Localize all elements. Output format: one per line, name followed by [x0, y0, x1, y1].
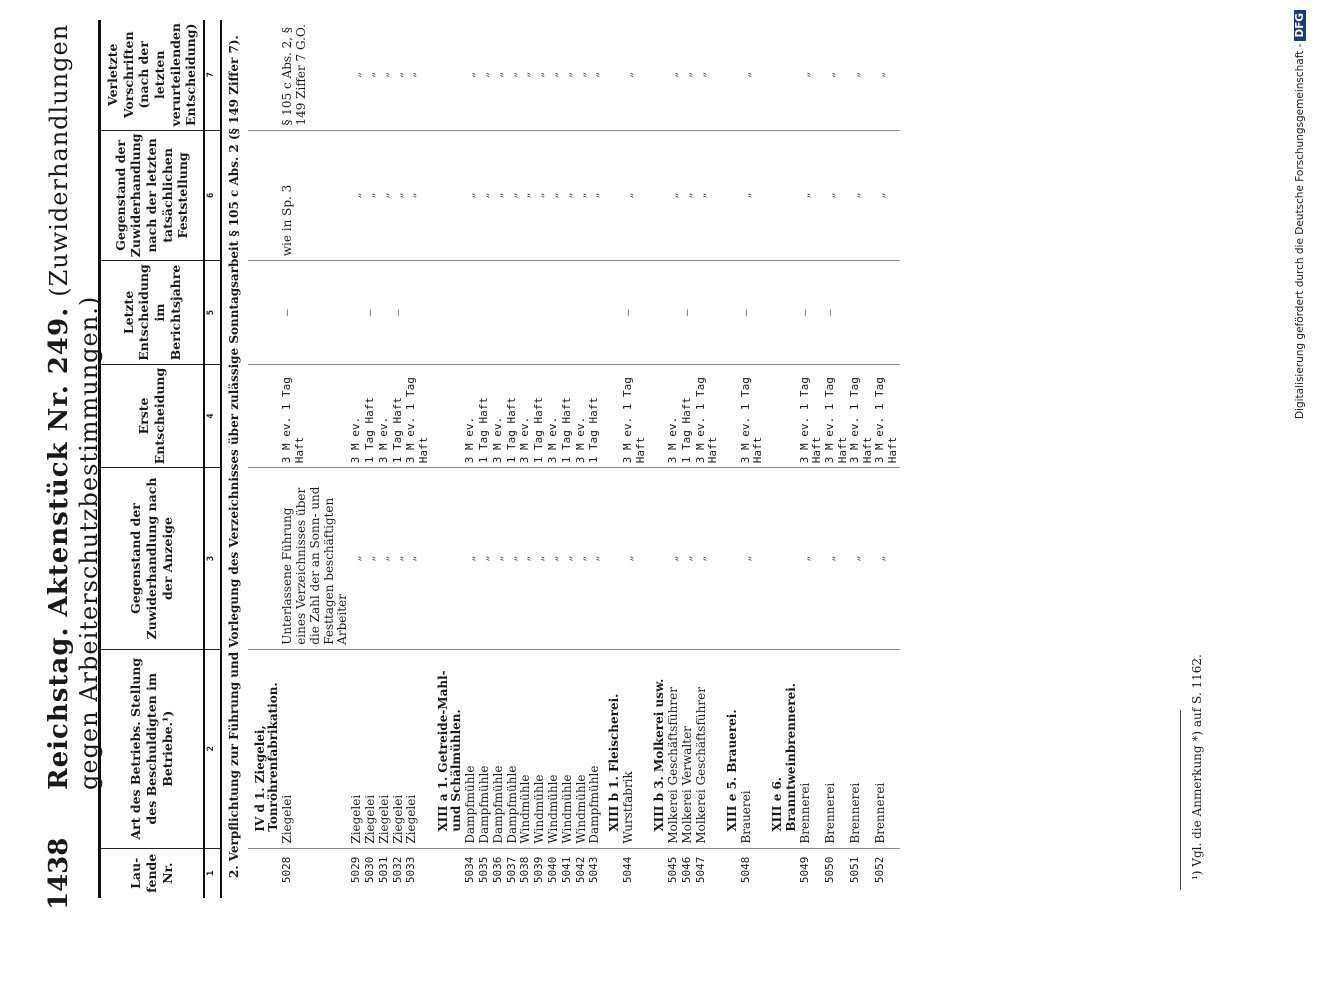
cell-erste: 3 M ev. [350, 364, 364, 467]
cell-gegenstand: „ [478, 468, 492, 650]
col-number: 4 [204, 364, 221, 467]
cell-vorschrift: „ [478, 20, 492, 130]
cell-gegenstand: „ [464, 468, 478, 650]
cell-erste: 1 Tag Haft [478, 364, 492, 467]
cell-vorschrift [647, 20, 667, 130]
page-number: 1438 [44, 837, 74, 910]
cell-letzte [667, 261, 681, 364]
rotated-page [40, 10, 1230, 910]
footnote: ¹) Vgl. die Anmerkung *) auf S. 1162. [1190, 654, 1204, 880]
cell-gegenstand: „ [392, 468, 406, 650]
cell-betrieb: Brennerei [799, 649, 824, 848]
cell-erste: 1 Tag Haft [506, 364, 520, 467]
cell-letzte: — [392, 261, 406, 364]
cell-nr: 5050 [822, 856, 836, 884]
category-row [602, 20, 622, 898]
cell-gegenstand: „ [667, 468, 681, 650]
cell-nr: 5049 [797, 856, 811, 884]
cell-gegenstand2: „ [350, 130, 364, 261]
table-row [478, 20, 492, 898]
cell-letzte [849, 261, 874, 364]
cell-letzte: — [681, 261, 695, 364]
cell-betrieb: Brennerei [874, 649, 899, 848]
cell-gegenstand2: „ [681, 130, 695, 261]
category-row [647, 20, 667, 898]
col-header-vorschrift: Verletzte Vorschriften (nach der letzten verurteilenden Entscheidung) [100, 20, 204, 130]
cell-gegenstand: „ [874, 468, 899, 650]
col-number: 2 [204, 649, 221, 848]
table-row [695, 20, 720, 898]
cell-nr: 5031 [376, 856, 390, 884]
cell-gegenstand: „ [799, 468, 824, 650]
cell-letzte [506, 261, 520, 364]
cell-erste: 3 M ev. [519, 364, 533, 467]
cell-gegenstand: „ [561, 468, 575, 650]
cell-nr: 5038 [518, 856, 532, 884]
table-row [547, 20, 561, 898]
cell-gegenstand2 [720, 130, 740, 261]
cell-vorschrift: „ [350, 20, 364, 130]
cell-letzte [695, 261, 720, 364]
cell-erste: 3 M ev. [464, 364, 478, 467]
cell-nr: 5039 [532, 856, 546, 884]
table-row [405, 20, 430, 898]
cell-letzte [492, 261, 506, 364]
cell-erste: 3 M ev. [575, 364, 589, 467]
cell-erste: 3 M ev. [492, 364, 506, 467]
cell-gegenstand2: „ [506, 130, 520, 261]
cell-gegenstand2: „ [695, 130, 720, 261]
cell-nr [720, 848, 740, 898]
cell-betrieb: Dampfmühle [478, 649, 492, 848]
cell-gegenstand2 [647, 130, 667, 261]
cell-letzte [431, 261, 465, 364]
cell-gegenstand [602, 468, 622, 650]
cell-nr: 5047 [693, 856, 707, 884]
cell-gegenstand2: „ [849, 130, 874, 261]
cell-vorschrift [602, 20, 622, 130]
table-row [575, 20, 589, 898]
cell-gegenstand2 [765, 130, 799, 261]
cell-betrieb: Ziegelei [392, 649, 406, 848]
cell-vorschrift: „ [464, 20, 478, 130]
title-subtitle: (Zuwiderhandlungen gegen Arbeiterschutzbestimmungen.) [45, 23, 103, 790]
cell-erste: 3 M ev. 1 Tag Haft [405, 364, 430, 467]
cell-gegenstand2: „ [519, 130, 533, 261]
cell-nr: 5045 [666, 856, 680, 884]
cell-vorschrift: § 105 c Abs. 2, § 149 Ziffer 7 G.O. [281, 20, 350, 130]
cell-letzte: — [824, 261, 849, 364]
cell-gegenstand: Unterlassene Führung eines Verzeichnisses über die Zahl der an Sonn- und Festtagen beschäftigten Arbeiter [281, 468, 350, 650]
cell-letzte [378, 261, 392, 364]
cell-erste [720, 364, 740, 467]
cell-gegenstand2 [248, 130, 282, 261]
table-row [799, 20, 824, 898]
cell-gegenstand: „ [547, 468, 561, 650]
cell-vorschrift [431, 20, 465, 130]
footnote-divider [1180, 710, 1181, 890]
col-header-letzte: Letzte Entscheidung im Berichtsjahre [100, 261, 204, 364]
category-row [720, 20, 740, 898]
table-row [849, 20, 874, 898]
cell-vorschrift: „ [849, 20, 874, 130]
cell-nr: 5051 [848, 856, 862, 884]
cell-betrieb: Brauerei [740, 649, 765, 848]
cell-erste [647, 364, 667, 467]
cell-gegenstand2: „ [405, 130, 430, 261]
cell-letzte: — [281, 261, 350, 364]
cell-erste: 3 M ev. 1 Tag Haft [695, 364, 720, 467]
cell-betrieb: Molkerei Geschäftsführer [695, 649, 720, 848]
col-number: 3 [204, 468, 221, 650]
cell-betrieb: Wurstfabrik [622, 649, 647, 848]
col-number: 5 [204, 261, 221, 364]
cell-betrieb: XIII b 1. Fleischerei. [602, 649, 622, 848]
table-row [378, 20, 392, 898]
cell-vorschrift: „ [824, 20, 849, 130]
col-header-nr: Lau-fende Nr. [100, 848, 204, 898]
cell-gegenstand [248, 468, 282, 650]
cell-vorschrift: „ [695, 20, 720, 130]
cell-letzte [405, 261, 430, 364]
cell-gegenstand [765, 468, 799, 650]
cell-nr: 5028 [280, 856, 294, 884]
credit-text: Digitalisierung gefördert durch die Deutsche Forschungsgemeinschaft - [1294, 43, 1306, 420]
cell-gegenstand2 [602, 130, 622, 261]
col-number: 6 [204, 130, 221, 261]
cell-vorschrift: „ [506, 20, 520, 130]
cell-betrieb: Windmühle [561, 649, 575, 848]
cell-vorschrift: „ [405, 20, 430, 130]
cell-vorschrift: „ [492, 20, 506, 130]
cell-gegenstand [720, 468, 740, 650]
cell-vorschrift: „ [588, 20, 602, 130]
cell-betrieb: Windmühle [547, 649, 561, 848]
col-header-erste: Erste Entscheidung [100, 364, 204, 467]
cell-gegenstand2: „ [547, 130, 561, 261]
cell-gegenstand [647, 468, 667, 650]
cell-vorschrift: „ [378, 20, 392, 130]
cell-erste [248, 364, 282, 467]
cell-gegenstand: „ [506, 468, 520, 650]
cell-gegenstand2: „ [492, 130, 506, 261]
cell-betrieb: Ziegelei [364, 649, 378, 848]
cell-gegenstand2: „ [575, 130, 589, 261]
table-row [622, 20, 647, 898]
table-row [824, 20, 849, 898]
cell-vorschrift: „ [667, 20, 681, 130]
cell-letzte [874, 261, 899, 364]
cell-letzte: — [740, 261, 765, 364]
cell-nr: 5037 [504, 856, 518, 884]
section-title-row [221, 20, 248, 898]
cell-erste: 1 Tag Haft [364, 364, 378, 467]
cell-letzte: — [364, 261, 378, 364]
cell-betrieb: Windmühle [575, 649, 589, 848]
cell-nr: 5042 [573, 856, 587, 884]
cell-erste: 3 M ev. 1 Tag Haft [622, 364, 647, 467]
cell-nr: 5052 [873, 856, 887, 884]
cell-gegenstand2: „ [478, 130, 492, 261]
digitization-credit [1294, 10, 1316, 990]
cell-gegenstand2: wie in Sp. 3 [281, 130, 350, 261]
cell-gegenstand: „ [533, 468, 547, 650]
cell-nr: 5041 [559, 856, 573, 884]
cell-nr [431, 848, 465, 898]
cell-gegenstand: „ [824, 468, 849, 650]
table-row [506, 20, 520, 898]
cell-gegenstand [431, 468, 465, 650]
cell-erste: 3 M ev. [667, 364, 681, 467]
cell-erste: 1 Tag Haft [392, 364, 406, 467]
cell-erste: 1 Tag Haft [588, 364, 602, 467]
cell-letzte [602, 261, 622, 364]
cell-letzte [765, 261, 799, 364]
cell-nr [248, 848, 282, 898]
col-header-gegenstand: Gegenstand der Zuwiderhandlung nach der Anzeige [100, 468, 204, 650]
cell-vorschrift: „ [547, 20, 561, 130]
page-header [40, 10, 103, 910]
cell-gegenstand2: „ [874, 130, 899, 261]
table-row [392, 20, 406, 898]
page-title [44, 10, 104, 790]
cell-vorschrift [248, 20, 282, 130]
section-title: 2. Verpflichtung zur Führung und Vorlegung des Verzeichnisses über zulässige Sonntagsarbeit § 105 c Abs. 2 (§ 149 Ziffer 7). [226, 35, 241, 878]
cell-nr: 5032 [390, 856, 404, 884]
cell-vorschrift: „ [561, 20, 575, 130]
cell-betrieb: Ziegelei [281, 649, 350, 848]
cell-erste: 3 M ev. 1 Tag Haft [824, 364, 849, 467]
cell-betrieb: Brennerei [824, 649, 849, 848]
cell-betrieb: Dampfmühle [464, 649, 478, 848]
cell-gegenstand2: „ [799, 130, 824, 261]
table-row [350, 20, 364, 898]
cell-betrieb: Windmühle [519, 649, 533, 848]
cell-gegenstand2: „ [740, 130, 765, 261]
category-row [431, 20, 465, 898]
col-header-betrieb: Art des Betriebs. Stellung des Beschuldigten im Betriebe.¹) [100, 649, 204, 848]
cell-gegenstand2: „ [824, 130, 849, 261]
table-row [561, 20, 575, 898]
cell-nr: 5046 [679, 856, 693, 884]
cell-vorschrift: „ [799, 20, 824, 130]
cell-vorschrift [720, 20, 740, 130]
cell-gegenstand2: „ [667, 130, 681, 261]
table-row [667, 20, 681, 898]
cell-erste: 1 Tag Haft [681, 364, 695, 467]
cell-betrieb: XIII e 5. Brauerei. [720, 649, 740, 848]
cell-letzte [575, 261, 589, 364]
table-row [492, 20, 506, 898]
cell-gegenstand2: „ [622, 130, 647, 261]
cell-gegenstand2: „ [378, 130, 392, 261]
cell-gegenstand: „ [740, 468, 765, 650]
cell-erste: 3 M ev. [547, 364, 561, 467]
cell-vorschrift [765, 20, 799, 130]
cell-betrieb: Dampfmühle [492, 649, 506, 848]
cell-letzte [720, 261, 740, 364]
cell-gegenstand: „ [695, 468, 720, 650]
cell-nr: 5040 [545, 856, 559, 884]
cell-vorschrift: „ [519, 20, 533, 130]
table-header-row [100, 20, 204, 898]
cell-gegenstand: „ [378, 468, 392, 650]
cell-vorschrift: „ [622, 20, 647, 130]
cell-erste: 3 M ev. 1 Tag Haft [740, 364, 765, 467]
cell-erste: 3 M ev. 1 Tag Haft [799, 364, 824, 467]
violations-table [98, 20, 900, 898]
cell-nr [647, 848, 667, 898]
dfg-logo: DFG [1294, 10, 1306, 41]
cell-nr: 5035 [476, 856, 490, 884]
cell-nr: 5036 [490, 856, 504, 884]
cell-betrieb: XIII a 1. Getreide-Mahl- und Schälmühlen. [431, 649, 465, 848]
title-text: Reichstag. Aktenstück Nr. 249. [44, 306, 74, 790]
cell-vorschrift: „ [364, 20, 378, 130]
cell-nr: 5048 [738, 856, 752, 884]
table-row [281, 20, 350, 898]
cell-gegenstand: „ [681, 468, 695, 650]
cell-erste [602, 364, 622, 467]
table-row [740, 20, 765, 898]
cell-vorschrift: „ [575, 20, 589, 130]
cell-erste: 3 M ev. 1 Tag Haft [849, 364, 874, 467]
table-row [588, 20, 602, 898]
cell-nr: 5029 [349, 856, 363, 884]
cell-letzte [561, 261, 575, 364]
cell-gegenstand2 [431, 130, 465, 261]
cell-letzte [248, 261, 282, 364]
cell-letzte [478, 261, 492, 364]
cell-erste [765, 364, 799, 467]
category-row [765, 20, 799, 898]
cell-letzte: — [799, 261, 824, 364]
cell-letzte [533, 261, 547, 364]
cell-letzte [588, 261, 602, 364]
table-row [364, 20, 378, 898]
cell-erste: 1 Tag Haft [561, 364, 575, 467]
cell-betrieb: Brennerei [849, 649, 874, 848]
cell-erste: 1 Tag Haft [533, 364, 547, 467]
cell-vorschrift: „ [681, 20, 695, 130]
cell-letzte [547, 261, 561, 364]
cell-betrieb: Ziegelei [378, 649, 392, 848]
cell-gegenstand2: „ [364, 130, 378, 261]
cell-letzte: — [622, 261, 647, 364]
col-number: 1 [204, 848, 221, 898]
cell-betrieb: Windmühle [533, 649, 547, 848]
cell-gegenstand2: „ [561, 130, 575, 261]
cell-erste: 3 M ev. 1 Tag Haft [281, 364, 350, 467]
cell-vorschrift: „ [740, 20, 765, 130]
cell-nr: 5030 [362, 856, 376, 884]
cell-vorschrift: „ [533, 20, 547, 130]
table-row [681, 20, 695, 898]
cell-betrieb: Dampfmühle [588, 649, 602, 848]
cell-gegenstand2: „ [464, 130, 478, 261]
cell-gegenstand: „ [588, 468, 602, 650]
cell-nr: 5044 [620, 856, 634, 884]
col-header-gegenstand2: Gegenstand der Zuwiderhandlung nach der letzten tatsächlichen Feststellung [100, 130, 204, 261]
col-number: 7 [204, 20, 221, 130]
cell-betrieb: Dampfmühle [506, 649, 520, 848]
cell-letzte [647, 261, 667, 364]
cell-nr [765, 848, 799, 898]
cell-gegenstand2: „ [392, 130, 406, 261]
cell-gegenstand: „ [575, 468, 589, 650]
cell-betrieb: Ziegelei [405, 649, 430, 848]
cell-betrieb: XIII e 6. Branntweinbrennerei. [765, 649, 799, 848]
cell-nr: 5043 [587, 856, 601, 884]
table-row [519, 20, 533, 898]
cell-betrieb: Ziegelei [350, 649, 364, 848]
cell-vorschrift: „ [874, 20, 899, 130]
cell-gegenstand: „ [350, 468, 364, 650]
table-row [874, 20, 899, 898]
cell-gegenstand2: „ [588, 130, 602, 261]
cell-letzte [350, 261, 364, 364]
cell-nr [602, 848, 622, 898]
cell-gegenstand: „ [519, 468, 533, 650]
cell-erste [431, 364, 465, 467]
cell-gegenstand: „ [622, 468, 647, 650]
cell-gegenstand: „ [849, 468, 874, 650]
cell-betrieb: Molkerei Geschäftsführer [667, 649, 681, 848]
cell-letzte [464, 261, 478, 364]
table-row [533, 20, 547, 898]
cell-gegenstand2: „ [533, 130, 547, 261]
category-row [248, 20, 282, 898]
cell-letzte [519, 261, 533, 364]
cell-betrieb: XIII b 3. Molkerei usw. [647, 649, 667, 848]
column-number-row [204, 20, 221, 898]
cell-erste: 3 M ev. 1 Tag Haft [874, 364, 899, 467]
cell-gegenstand: „ [405, 468, 430, 650]
cell-betrieb: Molkerei Verwalter [681, 649, 695, 848]
cell-betrieb: IV d 1. Ziegelei, Tonröhrenfabrikation. [248, 649, 282, 848]
cell-nr: 5034 [463, 856, 477, 884]
cell-gegenstand: „ [492, 468, 506, 650]
table-row [464, 20, 478, 898]
cell-nr: 5033 [404, 856, 418, 884]
cell-erste: 3 M ev. [378, 364, 392, 467]
cell-vorschrift: „ [392, 20, 406, 130]
cell-gegenstand: „ [364, 468, 378, 650]
